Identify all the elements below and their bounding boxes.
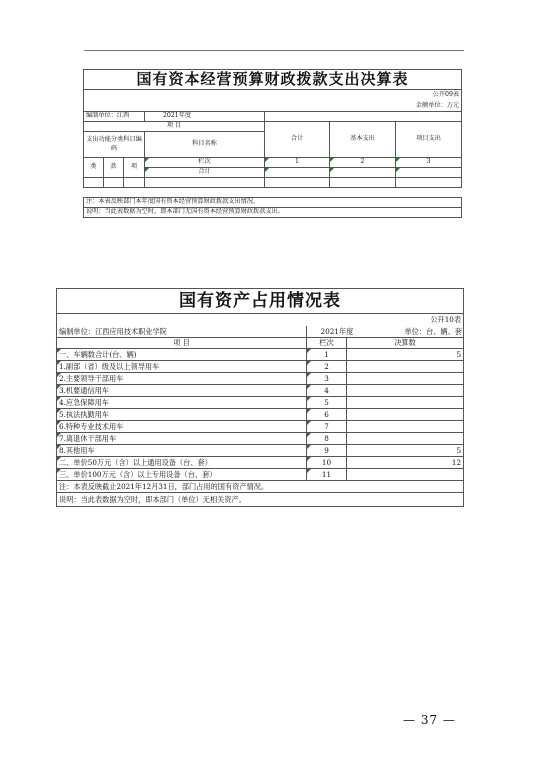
table1-header-project: 项目支出 [396, 122, 462, 158]
table-row [57, 397, 464, 409]
row-label: 2.主要领导干部用车 [57, 373, 307, 385]
table-row [57, 409, 464, 421]
row-value: 5 [347, 445, 464, 457]
table1-header-kuan: 款 [104, 158, 124, 178]
table-row [57, 421, 464, 433]
row-label: 1.副部（省）级及以上领导用车 [57, 361, 307, 373]
row-value [347, 421, 464, 433]
table1-col-3: 3 [396, 158, 462, 168]
table2-unit: 单位：台、辆、套 [404, 326, 462, 336]
table1-header-item: 项 目 [84, 122, 265, 132]
table1-title: 国有资本经营预算财政拨款支出决算表 [84, 70, 462, 90]
row-value [347, 433, 464, 445]
row-label: 8.其他用车 [57, 445, 307, 457]
table-row [57, 457, 464, 469]
table2-header-item: 项 目 [57, 338, 307, 349]
table2-explain: 说明：当此表数据为空时，即本部门（单位）无相关资产。 [57, 493, 464, 507]
table-row [57, 373, 464, 385]
table2-org: 编制单位：江西应用技术职业学院 [57, 326, 307, 338]
table1-header-xiang: 项 [124, 158, 145, 178]
table-row [57, 445, 464, 457]
table1-header-lei: 类 [84, 158, 104, 178]
row-label: 二、单价50万元（含）以上通用设备（台、套） [57, 457, 307, 469]
row-number: 8 [307, 433, 347, 445]
row-label: 7.离退休干部用车 [57, 433, 307, 445]
table-row [57, 349, 464, 361]
row-value [347, 361, 464, 373]
table1-col-1: 1 [265, 158, 330, 168]
row-label: 三、单价100万元（含）以上专用设备（台、套） [57, 469, 307, 481]
row-number: 3 [307, 373, 347, 385]
row-label: 一、车辆数合计(台、辆) [57, 349, 307, 361]
table2-title: 国有资产占用情况表 [57, 289, 464, 314]
row-number: 1 [307, 349, 347, 361]
row-number: 9 [307, 445, 347, 457]
table1-unit: 金额单位：万元 [84, 101, 462, 112]
table1-note: 注：本表反映部门本年度国有资本经营预算财政拨款支出情况。 [84, 198, 462, 208]
table1-org: 编制单位：江西 [84, 112, 145, 122]
table-row [57, 385, 464, 397]
row-value [347, 469, 464, 481]
table1-sum: 合计 [145, 168, 265, 178]
table2-rows [57, 349, 464, 481]
table1-lanci: 栏次 [145, 158, 265, 168]
row-label: 6.特种专业技术用车 [57, 421, 307, 433]
table2-header-value: 决算数 [347, 338, 464, 349]
table1-header-basic: 基本支出 [330, 122, 396, 158]
table1-explain: 说明：当此表数据为空时，即本部门无国有资本经营预算财政拨款支出。 [84, 208, 462, 218]
table1-col-2: 2 [330, 158, 396, 168]
table1-header-code: 支出功能分类科目编码 [84, 132, 145, 158]
table2-year: 2021年度 [320, 326, 354, 336]
row-number: 5 [307, 397, 347, 409]
row-value [347, 397, 464, 409]
row-label: 3.机要通信用车 [57, 385, 307, 397]
row-number: 6 [307, 409, 347, 421]
table1-header-total: 合计 [265, 122, 330, 158]
table2-form-no: 公开10表 [57, 314, 464, 326]
row-value [347, 373, 464, 385]
header-rule [84, 50, 464, 51]
row-number: 4 [307, 385, 347, 397]
row-number: 11 [307, 469, 347, 481]
table-row [57, 469, 464, 481]
row-number: 2 [307, 361, 347, 373]
table1-form-no: 公开09表 [84, 90, 462, 101]
row-value: 5 [347, 349, 464, 361]
row-number: 10 [307, 457, 347, 469]
state-assets-table [56, 288, 464, 507]
row-value: 12 [347, 457, 464, 469]
state-capital-expenditure-table [83, 69, 462, 218]
page-number: — 37 — [403, 713, 456, 727]
row-label: 4.应急保障用车 [57, 397, 307, 409]
row-value [347, 385, 464, 397]
table1-year: 2021年度 [145, 112, 265, 122]
table-row [57, 433, 464, 445]
table2-header-lanci: 栏次 [307, 338, 347, 349]
row-value [347, 409, 464, 421]
table2-note: 注：本表反映截止2021年12月31日，部门占用的国有资产情况。 [57, 481, 464, 493]
table-row [57, 361, 464, 373]
row-label: 5.执法执勤用车 [57, 409, 307, 421]
row-number: 7 [307, 421, 347, 433]
table1-header-name: 科目名称 [145, 132, 265, 158]
